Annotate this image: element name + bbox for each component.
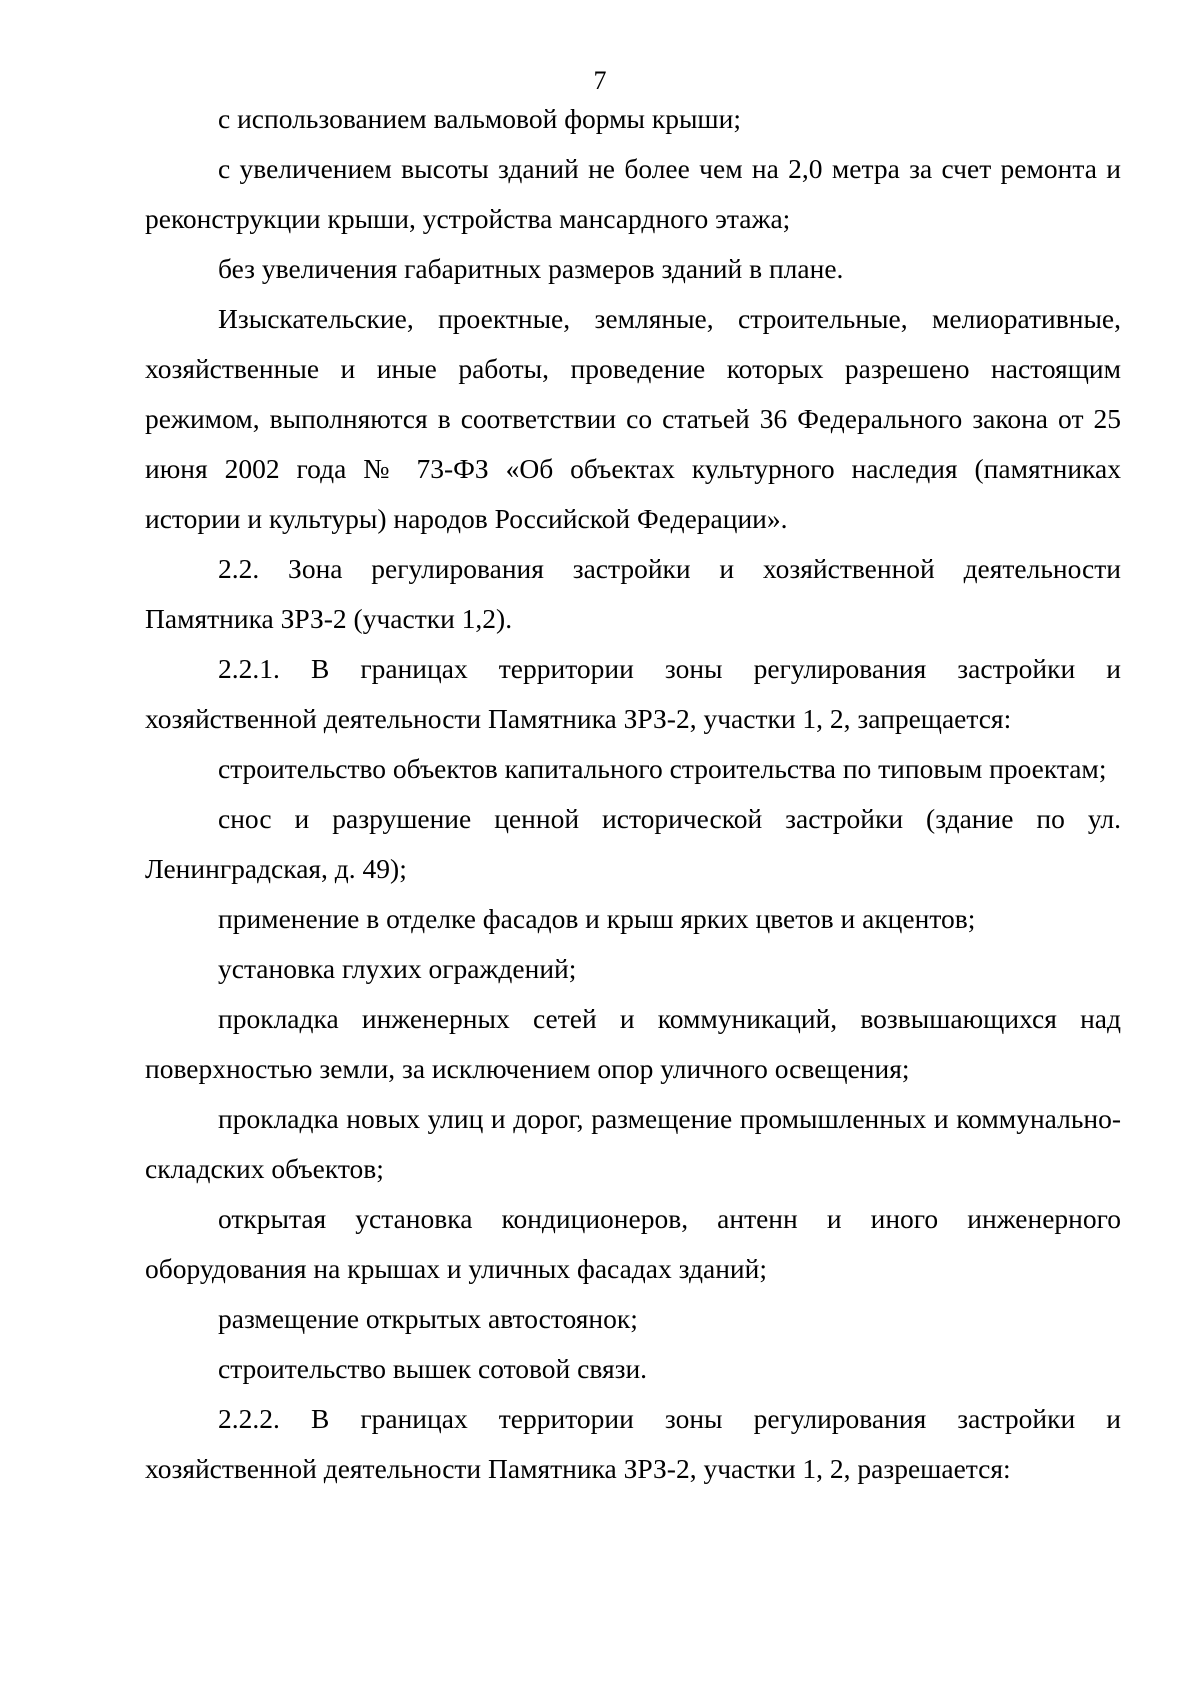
- page-number: 7: [593, 66, 607, 95]
- list-item-bright-colors: применение в отделке фасадов и крыш ярких цветов и акцентов;: [218, 903, 976, 934]
- section-2-2-1-prohibited: 2.2.1. В границах территории зоны регулирования застройки и хозяйственной деятельности Памятника ЗРЗ-2, участки 1, 2, запрещается:: [145, 653, 1121, 734]
- list-item-air-conditioners: открытая установка кондиционеров, антенн и иного инженерного оборудования на крышах и уличных фасадах зданий;: [145, 1203, 1121, 1284]
- section-heading-2-2: 2.2. Зона регулирования застройки и хозяйственной деятельности Памятника ЗРЗ-2 (участки 1,2).: [145, 553, 1121, 634]
- list-item-new-streets: прокладка новых улиц и дорог, размещение промышленных и коммунально-складских объектов;: [145, 1103, 1121, 1184]
- list-item-engineering-networks: прокладка инженерных сетей и коммуникаций, возвышающихся над поверхностью земли, за исключением опор уличного освещения;: [145, 1003, 1121, 1084]
- list-item-blank-fences: установка глухих ограждений;: [218, 953, 577, 984]
- paragraph-hip-roof: с использованием вальмовой формы крыши;: [218, 103, 741, 134]
- paragraph-no-size-increase: без увеличения габаритных размеров зданий в плане.: [218, 253, 844, 284]
- list-item-parking: размещение открытых автостоянок;: [218, 1303, 638, 1334]
- section-2-2-2-permitted: 2.2.2. В границах территории зоны регулирования застройки и хозяйственной деятельности Памятника ЗРЗ-2, участки 1, 2, разрешается:: [145, 1403, 1121, 1484]
- list-item-typical-projects: строительство объектов капитального строительства по типовым проектам;: [218, 753, 1107, 784]
- document-body: [145, 94, 1121, 1494]
- list-item-demolition: снос и разрушение ценной исторической застройки (здание по ул. Ленинградская, д. 49);: [145, 803, 1121, 884]
- paragraph-height-increase: с увеличением высоты зданий не более чем на 2,0 метра за счет ремонта и реконструкции крыши, устройства мансардного этажа;: [145, 153, 1121, 234]
- paragraph-works-article-36: Изыскательские, проектные, земляные, строительные, мелиоративные, хозяйственные и иные работы, проведение которых разрешено настоящим режимом, выполняются в соответствии со статьей 36 Федерального закона от 25 июня 2002 года № 73-ФЗ «Об объектах культурного наследия (памятниках истории и культуры) народов Российской Федерации».: [145, 303, 1121, 534]
- list-item-cell-towers: строительство вышек сотовой связи.: [218, 1353, 648, 1384]
